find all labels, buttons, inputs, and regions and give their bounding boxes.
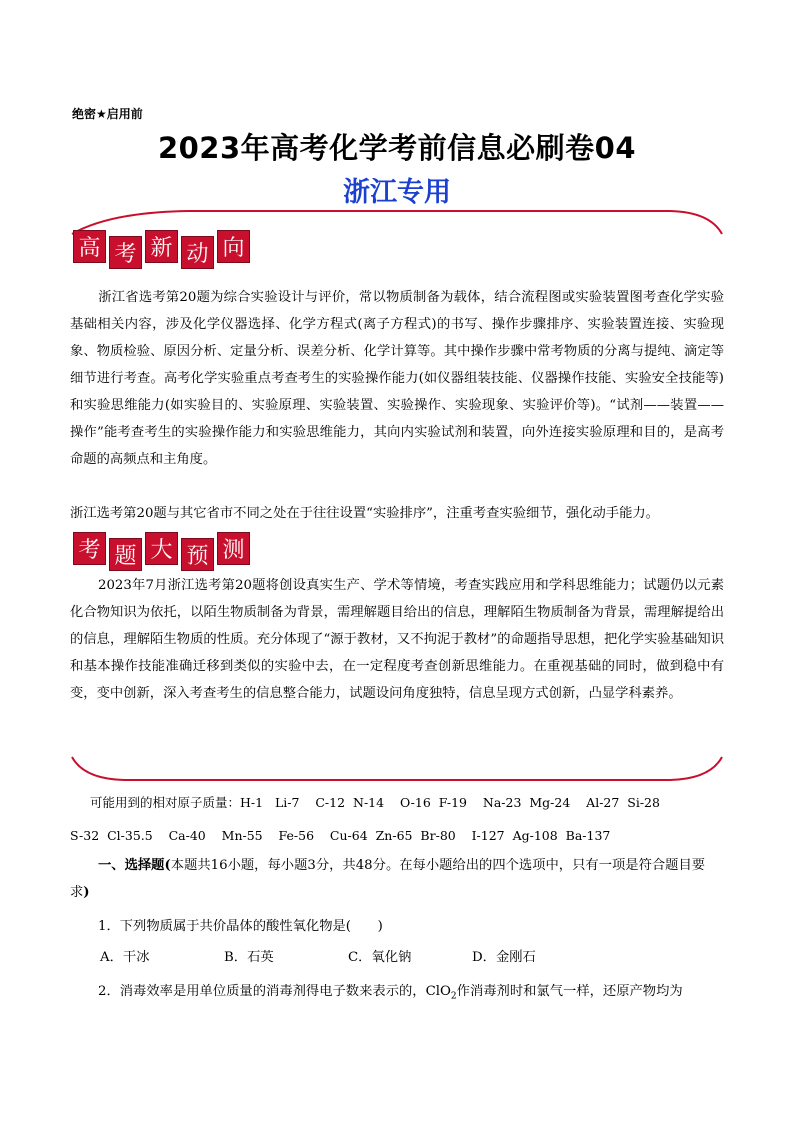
badge-char: 考	[73, 532, 106, 565]
badge-char: 题	[109, 538, 142, 571]
section2-paragraph	[70, 572, 724, 707]
part1-heading-text: 本题共16小题，每小题3分，共48分。在每小题给出的四个选项中，只有一项是符合题目要求	[70, 858, 706, 900]
part1-heading-bold: 一、选择题(	[98, 858, 171, 873]
bottom-decorative-curve	[70, 755, 725, 785]
question-2-stem	[70, 978, 724, 1011]
badge-char: 测	[217, 532, 250, 565]
question-2-text: 2．消毒效率是用单位质量的消毒剂得电子数来表示的，ClO	[98, 984, 451, 999]
paragraph-text: 浙江选考第20题与其它省市不同之处在于往往设置“实验排序”，注重考查实验细节，强化动手能力。	[70, 506, 659, 521]
atomic-masses	[70, 786, 730, 852]
badge-char: 预	[181, 538, 214, 571]
option-a: A．干冰	[100, 950, 150, 965]
section-badge-predictions	[73, 532, 253, 568]
option-b: B．石英	[224, 950, 274, 965]
page-subtitle: 浙江专用	[343, 177, 451, 208]
section1-paragraph1	[70, 284, 724, 473]
badge-char: 高	[73, 230, 106, 263]
paragraph-text: 2023年7月浙江选考第20题将创设真实生产、学术等情境，考查实践应用和学科思维能力；试题仍以元素化合物知识为依托，以陌生物质制备为背景，需理解题目给出的信息，理解陌生物质制备为背景，需理解提给出的信息，理解陌生物质的性质。充分体现了“源于教材，又不拘泥于教材”的命题指导思想，把化学实验基础知识和基本操作技能准确迁移到类似的实验中去，在一定程度考查创新思维能力。在重视基础的同时，做到稳中有变，变中创新，深入考查考生的信息整合能力，试题设问角度独特，信息呈现方式创新，凸显学科素养。	[70, 578, 724, 701]
part1-heading-end: )	[83, 885, 90, 900]
section1-paragraph2	[70, 500, 724, 527]
section-badge-new-trends	[73, 230, 253, 266]
badge-char: 向	[217, 230, 250, 263]
atomic-masses-line2: S-32 Cl-35.5 Ca-40 Mn-55 Fe-56 Cu-64 Zn-65 Br-80 I-127 Ag-108 Ba-137	[70, 828, 611, 843]
option-d: D．金刚石	[472, 950, 536, 965]
question-2-text-end: 作消毒剂时和氯气一样，还原产物均为	[456, 984, 683, 999]
paragraph-text: 浙江省选考第20题为综合实验设计与评价，常以物质制备为载体，结合流程图或实验装置图考查化学实验基础相关内容，涉及化学仪器选择、化学方程式(离子方程式)的书写、操作步骤排序、实验装置连接、实验现象、物质检验、原因分析、定量分析、误差分析、化学计算等。其中操作步骤中常考物质的分离与提纯、滴定等细节进行考查。高考化学实验重点考查考生的实验操作能力(如仪器组装技能、仪器操作技能、实验安全技能等)和实验思维能力(如实验目的、实验原理、实验装置、实验操作、实验现象、实验评价等)。“试剂——装置——操作”能考查考生的实验操作能力和实验思维能力，其向内实验试剂和装置，向外连接实验原理和目的，是高考命题的高频点和主角度。	[70, 290, 724, 467]
badge-char: 动	[181, 236, 214, 269]
page-title: 2023年高考化学考前信息必刷卷04	[157, 131, 637, 165]
option-c: C．氧化钠	[348, 950, 412, 965]
question-1-options	[100, 946, 700, 965]
question-2-subscript: 2	[450, 991, 457, 1002]
question-1-stem: 1．下列物质属于共价晶体的酸性氧化物是( )	[98, 919, 383, 934]
atomic-masses-line1: 可能用到的相对原子质量：H-1 Li-7 C-12 N-14 O-16 F-19 Na-23 Mg-24 Al-27 Si-28	[90, 795, 660, 810]
badge-char: 考	[109, 236, 142, 269]
badge-char: 新	[145, 230, 178, 263]
secret-label: 绝密★启用前	[72, 107, 143, 121]
part1-heading	[70, 852, 724, 906]
badge-char: 大	[145, 532, 178, 565]
